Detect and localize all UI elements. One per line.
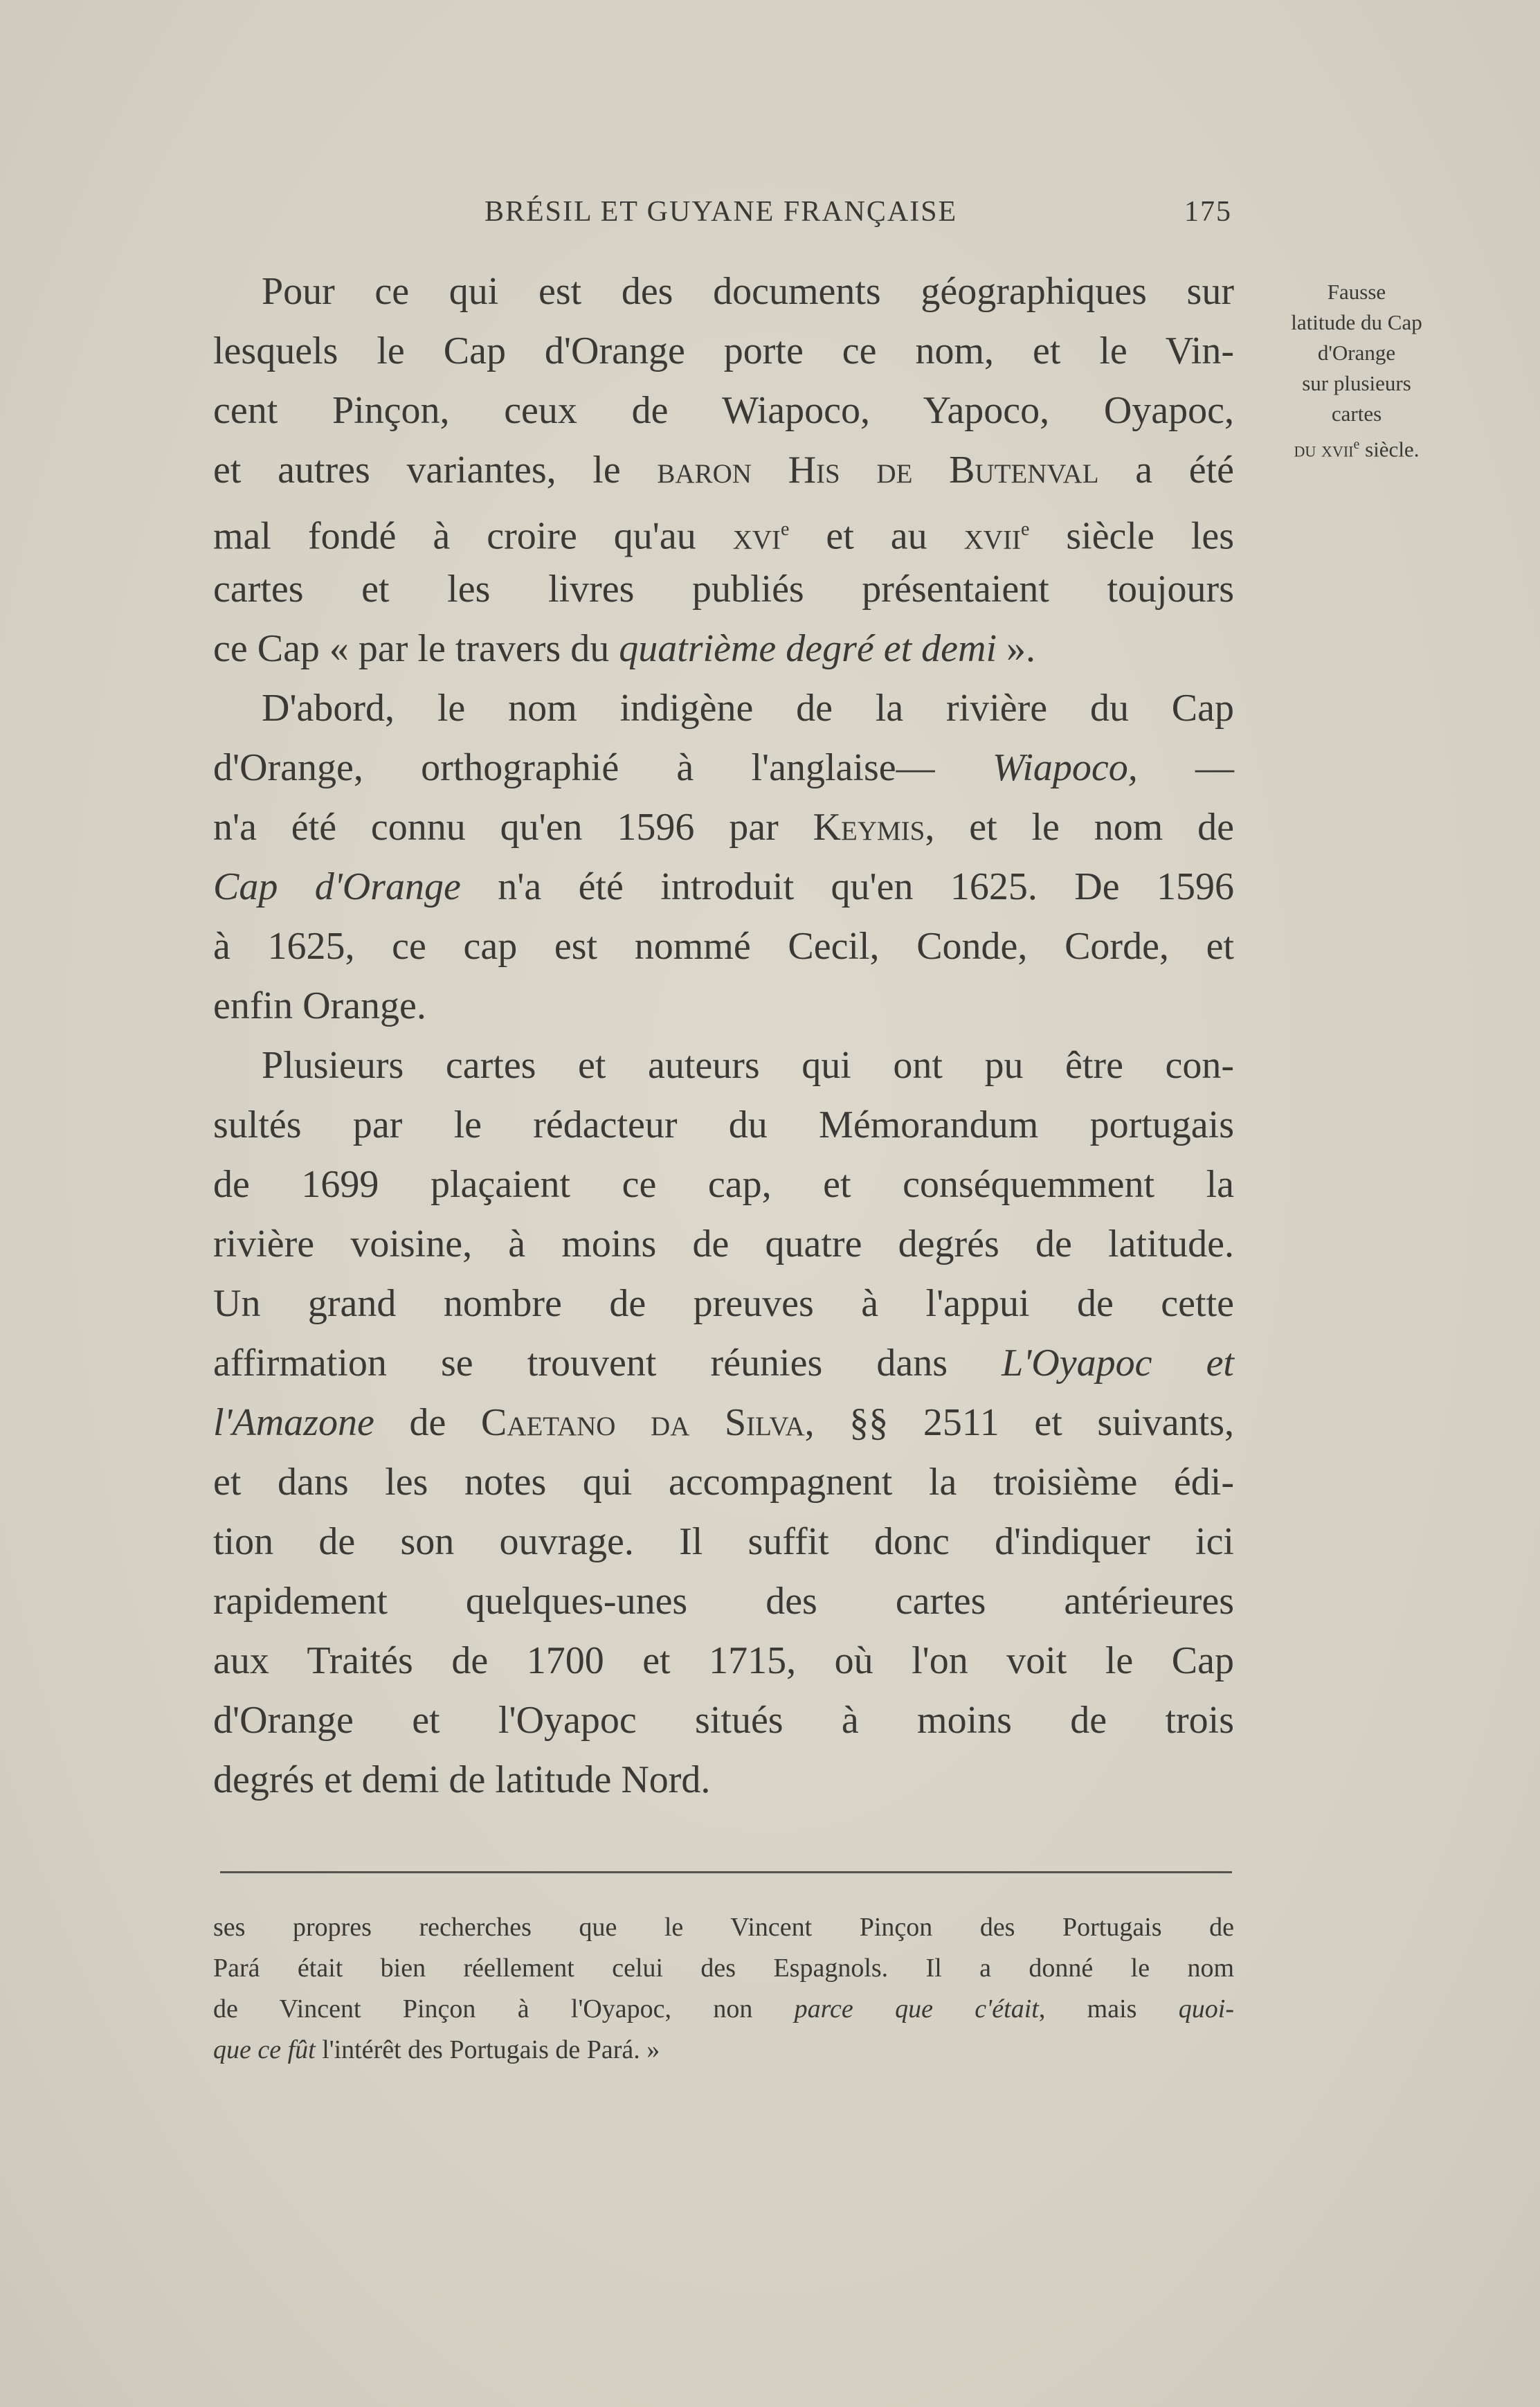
text-line: cent Pinçon, ceux de Wiapoco, Yapoco, Oyapoc, <box>213 389 1234 432</box>
margin-note-line: du xvii$^e$ siècle. <box>1294 437 1420 462</box>
margin-note-line: latitude du Cap <box>1291 310 1422 334</box>
running-title: BRÉSIL ET GUYANE FRANÇAISE <box>484 196 958 228</box>
text-line: sultés par le rédacteur du Mémorandum portugais <box>213 1103 1234 1146</box>
text-line: lesquels le Cap d'Orange porte ce nom, et le Vin- <box>213 330 1234 372</box>
text-line: ce Cap « par le travers du quatrième degré et demi ». <box>213 627 1036 670</box>
text-line: aux Traités de 1700 et 1715, où l'on voit le Cap <box>213 1639 1234 1682</box>
text-line: Un grand nombre de preuves à l'appui de cette <box>213 1282 1234 1325</box>
text-line: à 1625, ce cap est nommé Cecil, Conde, Corde, et <box>213 925 1234 968</box>
margin-note-line: Fausse <box>1327 280 1386 304</box>
text-line: degrés et demi de latitude Nord. <box>213 1758 711 1801</box>
text-line: Pour ce qui est des documents géographiques sur <box>262 270 1234 313</box>
text-line: affirmation se trouvent réunies dans L'Oyapoc et <box>213 1342 1234 1385</box>
body-text <box>213 262 1234 1810</box>
text-line: l'Amazone de Caetano da Silva, §§ 2511 et suivants, <box>213 1401 1234 1444</box>
text-line: Plusieurs cartes et auteurs qui ont pu être con- <box>262 1044 1234 1087</box>
footnote-line: que ce fût l'intérêt des Portugais de Pará. » <box>213 2035 660 2064</box>
footnote-line: de Vincent Pinçon à l'Oyapoc, non parce que c'était, mais quoi- <box>213 1994 1234 2023</box>
footnote-line: Pará était bien réellement celui des Espagnols. Il a donné le nom <box>213 1954 1234 1983</box>
text-line: mal fondé à croire qu'au xvi$^e$ et au xvii$^e$ siècle les <box>213 514 1234 558</box>
margin-note-line: d'Orange <box>1317 341 1396 365</box>
text-line: cartes et les livres publiés présentaient toujours <box>213 568 1234 611</box>
text-line: rivière voisine, à moins de quatre degrés de latitude. <box>213 1223 1234 1265</box>
text-line: tion de son ouvrage. Il suffit donc d'indiquer ici <box>213 1520 1234 1563</box>
text-line: et dans les notes qui accompagnent la troisième édi- <box>213 1461 1234 1504</box>
text-line: n'a été connu qu'en 1596 par Keymis, et le nom de <box>213 806 1234 849</box>
footnote-line: ses propres recherches que le Vincent Pinçon des Portugais de <box>213 1913 1234 1942</box>
text-line: de 1699 plaçaient ce cap, et conséquemment la <box>213 1163 1234 1206</box>
page-number: 175 <box>1184 196 1232 228</box>
running-head <box>215 195 1232 237</box>
margin-note-line: sur plusieurs <box>1302 371 1411 395</box>
footnote <box>213 1907 1234 2071</box>
text-line: enfin Orange. <box>213 984 426 1027</box>
margin-note <box>1246 277 1467 465</box>
text-line: Cap d'Orange n'a été introduit qu'en 1625. De 1596 <box>213 865 1234 908</box>
footnote-rule <box>220 1871 1232 1873</box>
margin-note-line: cartes <box>1331 402 1382 426</box>
text-line: d'Orange et l'Oyapoc situés à moins de trois <box>213 1699 1234 1742</box>
text-line: d'Orange, orthographié à l'anglaise— Wiapoco, — <box>213 746 1234 789</box>
text-line: D'abord, le nom indigène de la rivière du Cap <box>262 687 1234 730</box>
text-line: rapidement quelques-unes des cartes antérieures <box>213 1580 1234 1623</box>
text-line: et autres variantes, le baron His de Butenval a été <box>213 449 1234 492</box>
